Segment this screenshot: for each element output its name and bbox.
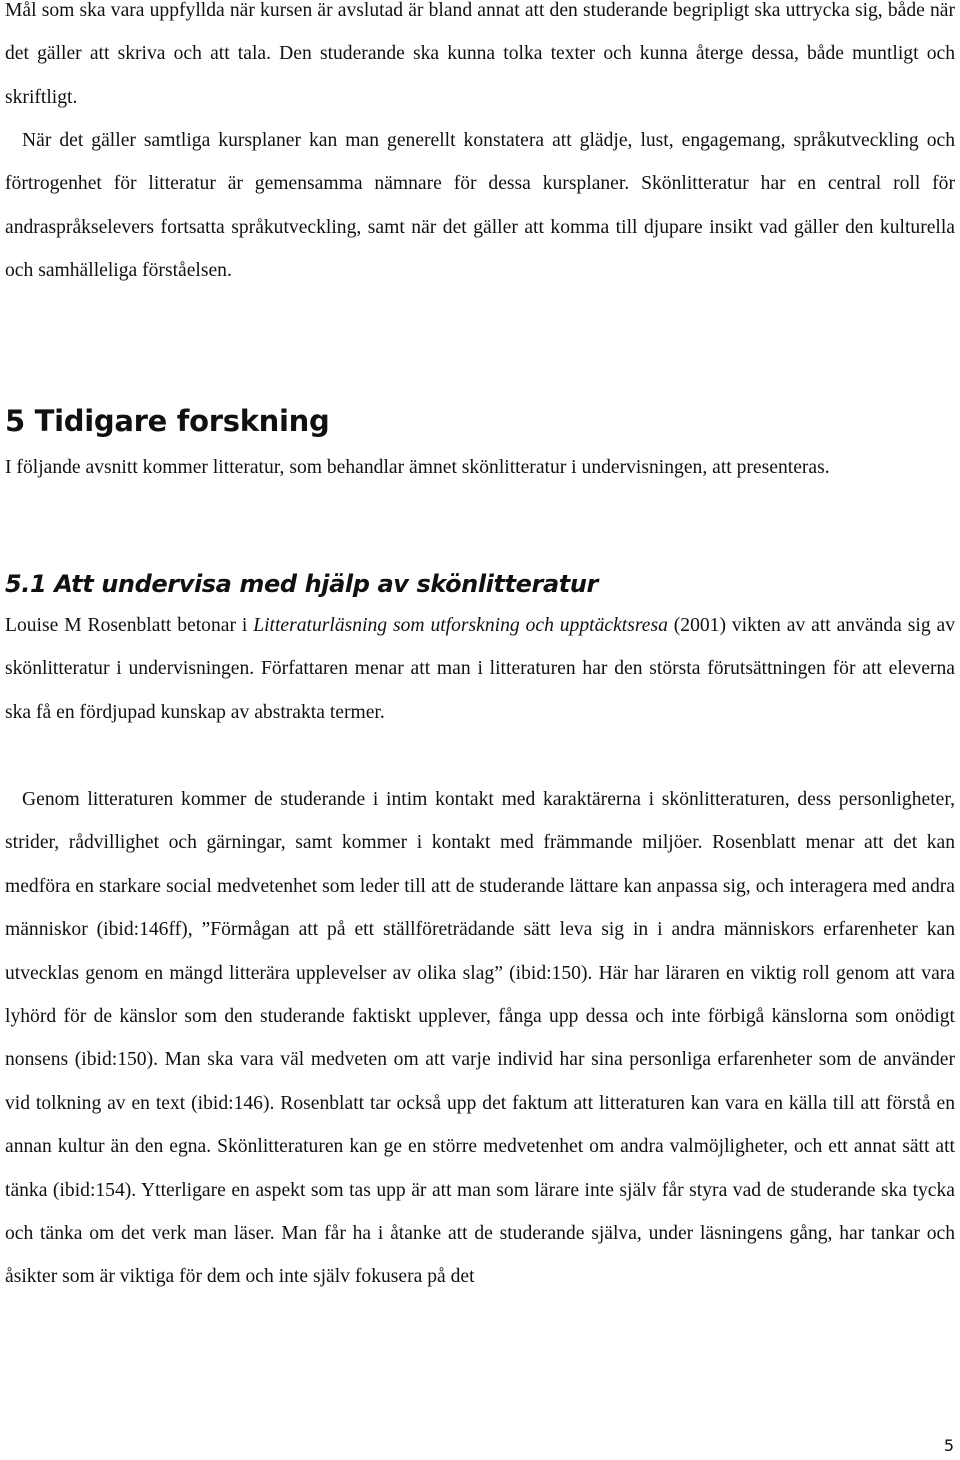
book-title: Litteraturläsning som utforskning och upptäcktsresa	[253, 615, 668, 636]
paragraph-course-goals: Mål som ska vara uppfyllda när kursen är avslutad är bland annat att den studerande begripligt ska uttrycka sig, både när det gäller att skriva och att tala. Den studerande ska kunna tolka texter och kunna återge dessa, både muntligt och skriftligt.	[5, 0, 955, 108]
paragraph-curricula-summary: När det gäller samtliga kursplaner kan man generellt konstatera att glädje, lust, engagemang, språkutveckling och förtrogenhet för litteratur är gemensamma nämnare för dessa kursplaner. Skönlitteratur har en central roll för andraspråkselevers fortsatta språkutveckling, samt när det gäller att komma till djupare insikt vad gäller den kulturella och samhälleliga förståelsen.	[5, 130, 955, 282]
subsection-heading-teaching-with-literature: 5.1 Att undervisa med hjälp av skönlitteratur	[5, 570, 598, 598]
paragraph-section-intro: I följande avsnitt kommer litteratur, som behandlar ämnet skönlitteratur i undervisningen, att presenteras.	[5, 457, 830, 478]
section-heading-previous-research: 5 Tidigare forskning	[5, 404, 330, 438]
rosenblatt-intro-text-before: Louise M Rosenblatt betonar i	[5, 615, 254, 636]
paragraph-rosenblatt-discussion: Genom litteraturen kommer de studerande i intim kontakt med karaktärerna i skönlitteraturen, dess personligheter, strider, rådvillighet och gärningar, samt kommer i kontakt med främmande miljöer. Rosenblatt menar att det kan medföra en starkare social medvetenhet som leder till att de studerande lättare kan anpassa sig, och interagera med andra människor (ibid:146ff), ”Förmågan att på ett ställföreträdande sätt leva sig in i andra människors erfarenheter kan utvecklas genom en mängd litterära upplevelser av olika slag” (ibid:150). Här har läraren en viktig roll genom att vara lyhörd för de känslor som den studerande faktiskt upplever, fånga upp dessa och inte förbigå känslorna som onödigt nonsens (ibid:150). Man ska vara väl medveten om att varje individ har sina personliga erfarenheter som de använder vid tolkning av en text (ibid:146). Rosenblatt tar också upp det faktum att litteraturen kan vara en källa till att förstå en annan kultur än den egna. Skönlitteraturen kan ge en större medvetenhet om andra valmöjligheter, och ett annat sätt att tänka (ibid:154). Ytterligare en aspekt som tas upp är att man som lärare inte själv får styra vad de studerande ska tycka och tänka om det verk man läser. Man får ha i åtanke att de studerande själva, under läsningens gång, har tankar och åsikter som är viktiga för dem och inte själv fokusera på det	[5, 789, 955, 1288]
paragraph-rosenblatt-intro	[5, 604, 955, 734]
rosenblatt-intro-text-after: (2001) vikten av att använda sig av skönlitteratur i undervisningen. Författaren menar att man i litteraturen har den största förutsättningen för att eleverna ska få en fördjupad kunskap av abstrakta termer.	[5, 615, 955, 723]
page-number: 5	[943, 1436, 954, 1455]
